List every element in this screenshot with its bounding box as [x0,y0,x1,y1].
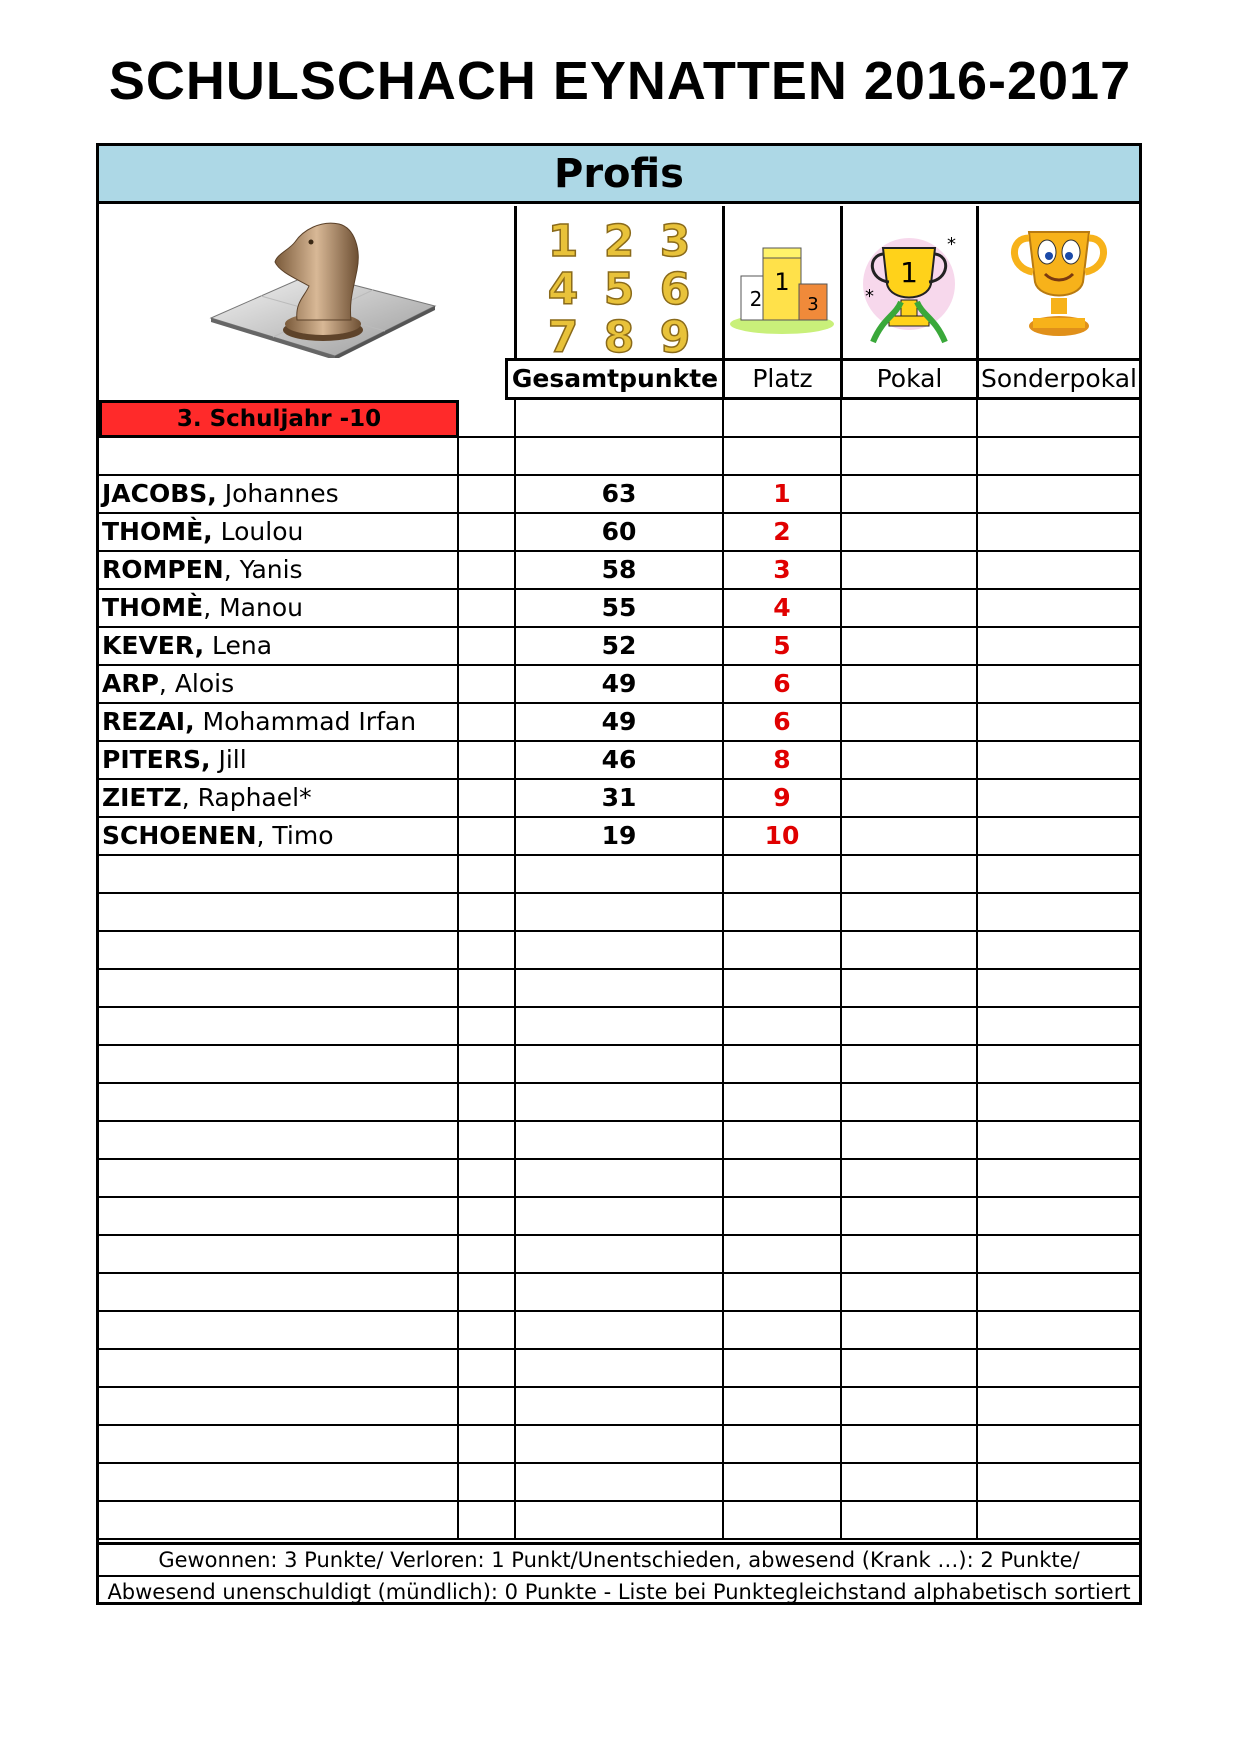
special-cup-cell [978,1236,1139,1272]
spacer-cell [459,1350,516,1386]
points-cell [516,1122,724,1158]
empty-row [99,970,1139,1008]
special-cup-cell [978,932,1139,968]
spacer-cell [459,1160,516,1196]
numbers-icon [517,206,722,358]
player-name [99,894,459,930]
player-name [99,590,459,626]
player-firstname: Lena [204,631,273,660]
special-cup-cell [978,742,1139,778]
place-cell [724,1312,842,1348]
svg-text:2: 2 [603,216,635,267]
place-cell [724,1464,842,1500]
empty-row [99,856,1139,894]
player-firstname: , Manou [203,593,303,622]
spacer-cell [459,628,516,664]
cup-cell [842,1008,978,1044]
player-name [99,742,459,778]
table-row [99,780,1139,818]
category-banner: Profis [99,146,1139,204]
spacer-cell [459,438,516,474]
special-cup-cell [978,780,1139,816]
special-cup-cell [978,1274,1139,1310]
empty-row [99,1084,1139,1122]
player-surname: PITERS, [102,745,211,774]
table-row [99,742,1139,780]
smiling-trophy-icon [979,206,1139,358]
winner-cup-icon [843,206,976,358]
place-cell [724,1350,842,1386]
cup-cell [842,1312,978,1348]
cup-cell [842,1236,978,1272]
cup-cell [842,780,978,816]
empty-row [99,1388,1139,1426]
place-cell [724,1008,842,1044]
spacer-cell [459,1122,516,1158]
special-cup-cell [978,438,1139,474]
empty-row [99,1122,1139,1160]
podium-icon [725,206,840,358]
cup-cell [842,1350,978,1386]
empty-row [99,1426,1139,1464]
spacer-cell [459,666,516,702]
svg-text:4: 4 [547,264,579,315]
empty-row [99,1008,1139,1046]
table-row [99,818,1139,856]
points-cell [516,1198,724,1234]
points-cell: 52 [516,628,724,664]
points-cell: 49 [516,704,724,740]
spacer-cell [459,1426,516,1462]
points-cell [516,1160,724,1196]
place-cell: 9 [724,780,842,816]
logo-cell [99,206,517,358]
spacer-cell [459,1046,516,1082]
points-cell [516,1046,724,1082]
svg-text:9: 9 [659,312,691,358]
footer-note [99,1542,1139,1602]
player-firstname: Johannes [216,479,339,508]
table-row [99,704,1139,742]
special-cup-cell [978,1046,1139,1082]
points-cell [516,1350,724,1386]
cup-cell [842,590,978,626]
player-firstname: , Alois [158,669,235,698]
cup-cell [842,438,978,474]
player-name [99,514,459,550]
place-cell [724,438,842,474]
svg-text:3: 3 [807,294,819,315]
player-name [99,970,459,1006]
empty-row [99,1160,1139,1198]
results-table [99,400,1139,1540]
spacer-cell [459,1198,516,1234]
svg-text:2: 2 [749,287,763,311]
cup-cell [842,1464,978,1500]
player-surname: REZAI, [102,707,195,736]
spacer-cell [459,742,516,778]
cup-cell [842,1388,978,1424]
cup-cell [842,970,978,1006]
spacer-cell [459,780,516,816]
special-cup-cell [978,856,1139,892]
points-cell [516,1008,724,1044]
svg-text:3: 3 [659,216,691,267]
spacer-cell [459,932,516,968]
special-cup-cell [978,1312,1139,1348]
col-header-points: Gesamtpunkte [505,358,725,400]
player-firstname: , Yanis [223,555,303,584]
svg-text:*: * [947,234,956,255]
player-firstname: Jill [210,745,247,774]
player-firstname: Mohammad Irfan [194,707,417,736]
table-row [99,590,1139,628]
empty-row [99,932,1139,970]
cup-cell [842,704,978,740]
spacer-cell [459,1236,516,1272]
player-name [99,1084,459,1120]
empty-row [99,1502,1139,1540]
points-cell [516,1274,724,1310]
col-header-special-cup: Sonderpokal [979,358,1139,400]
player-surname: ARP [102,669,159,698]
points-cell [516,1426,724,1462]
player-name [99,1274,459,1310]
points-cell: 55 [516,590,724,626]
special-cup-cell [978,400,1139,436]
cup-cell [842,1046,978,1082]
place-cell [724,1122,842,1158]
points-cell: 19 [516,818,724,854]
place-cell [724,1198,842,1234]
special-cup-cell [978,1350,1139,1386]
points-cell: 31 [516,780,724,816]
player-surname: ROMPEN [102,555,224,584]
spacer-cell [459,1312,516,1348]
player-firstname: , Timo [256,821,334,850]
points-cell [516,932,724,968]
player-name [99,1464,459,1500]
cup-cell [842,1084,978,1120]
player-name [99,1388,459,1424]
cup-cell [842,1198,978,1234]
special-cup-cell [978,894,1139,930]
points-image-cell [517,206,725,358]
player-firstname: , Raphael* [181,783,312,812]
special-cup-cell [978,1464,1139,1500]
chess-knight-icon [99,206,517,358]
cup-cell [842,818,978,854]
points-cell [516,1464,724,1500]
special-cup-cell [978,1388,1139,1424]
points-cell: 60 [516,514,724,550]
svg-text:*: * [865,286,874,307]
points-cell: 46 [516,742,724,778]
cup-cell [842,400,978,436]
points-cell [516,400,724,436]
spacer-cell [459,1008,516,1044]
cup-cell [842,552,978,588]
player-name [99,628,459,664]
cup-cell [842,476,978,512]
points-cell [516,970,724,1006]
place-cell: 1 [724,476,842,512]
place-cell [724,1160,842,1196]
player-name [99,1502,459,1538]
points-cell [516,894,724,930]
empty-row [99,1464,1139,1502]
cup-image-cell [843,206,979,358]
svg-text:6: 6 [659,264,691,315]
points-cell [516,1084,724,1120]
special-cup-cell [978,514,1139,550]
player-name [99,1350,459,1386]
place-cell [724,970,842,1006]
cup-cell [842,628,978,664]
place-cell [724,1426,842,1462]
special-cup-cell [978,1426,1139,1462]
player-name [99,552,459,588]
empty-row [99,1312,1139,1350]
page-title: SCHULSCHACH EYNATTEN 2016-2017 [108,51,1132,111]
spacer-cell [459,856,516,892]
svg-text:5: 5 [603,264,635,315]
special-cup-cell [978,552,1139,588]
points-cell [516,1236,724,1272]
spacer-cell [459,704,516,740]
empty-row [99,1274,1139,1312]
cup-cell [842,1274,978,1310]
place-cell: 3 [724,552,842,588]
place-cell [724,1274,842,1310]
table-row [99,628,1139,666]
spacer-cell [459,1388,516,1424]
player-name [99,1160,459,1196]
cup-cell [842,1502,978,1538]
player-surname: THOMÈ [102,593,204,622]
cup-cell [842,856,978,892]
spacer-cell [459,476,516,512]
spacer-cell [459,894,516,930]
player-name [99,438,459,474]
player-name [99,856,459,892]
points-cell [516,1502,724,1538]
special-cup-cell [978,818,1139,854]
special-cup-image-cell [979,206,1139,358]
points-cell [516,856,724,892]
table-row [99,476,1139,514]
svg-text:7: 7 [547,312,579,358]
special-cup-cell [978,666,1139,702]
spacer-cell [459,970,516,1006]
points-cell [516,1312,724,1348]
place-cell [724,856,842,892]
player-name [99,1312,459,1348]
spacer-cell [459,1274,516,1310]
player-surname: ZIETZ [102,783,182,812]
empty-row [99,1198,1139,1236]
svg-text:1: 1 [774,268,790,296]
special-cup-cell [978,1008,1139,1044]
place-cell: 5 [724,628,842,664]
spacer-cell [459,1502,516,1538]
place-cell: 2 [724,514,842,550]
empty-row [99,1046,1139,1084]
special-cup-cell [978,1122,1139,1158]
col-header-cup: Pokal [843,358,979,400]
footer-line-1: Gewonnen: 3 Punkte/ Verloren: 1 Punkt/Unentschieden, abwesend (Krank …): 2 Punkte/ [99,1545,1139,1577]
special-cup-cell [978,970,1139,1006]
player-name [99,1426,459,1462]
place-cell: 6 [724,704,842,740]
special-cup-cell [978,628,1139,664]
place-cell: 10 [724,818,842,854]
player-name [99,1198,459,1234]
player-name [99,476,459,512]
player-name [99,704,459,740]
player-name [99,1122,459,1158]
svg-text:1: 1 [547,216,579,267]
footer-line-2: Abwesend unenschuldigt (mündlich): 0 Punkte - Liste bei Punktegleichstand alphabetisch sortiert [107,1580,1131,1604]
spacer-cell [459,1464,516,1500]
svg-text:1: 1 [900,256,918,289]
player-name [99,1236,459,1272]
empty-row [99,1236,1139,1274]
special-cup-cell [978,1160,1139,1196]
place-cell: 4 [724,590,842,626]
special-cup-cell [978,1084,1139,1120]
player-name [99,1046,459,1082]
place-cell [724,1236,842,1272]
points-cell [516,438,724,474]
player-firstname: Loulou [212,517,304,546]
cup-cell [842,666,978,702]
class-label: 3. Schuljahr -10 [99,400,459,438]
special-cup-cell [978,704,1139,740]
points-cell: 58 [516,552,724,588]
player-surname: JACOBS, [102,479,217,508]
spacer-cell [459,1084,516,1120]
points-cell: 63 [516,476,724,512]
player-name [99,932,459,968]
special-cup-cell [978,476,1139,512]
spacer-cell [459,400,516,436]
col-header-place: Platz [725,358,843,400]
table-row [99,552,1139,590]
cup-cell [842,894,978,930]
cup-cell [842,1426,978,1462]
cup-cell [842,514,978,550]
place-cell [724,932,842,968]
cup-cell [842,742,978,778]
table-row [99,514,1139,552]
points-cell: 49 [516,666,724,702]
empty-row [99,894,1139,932]
place-cell [724,1502,842,1538]
svg-text:8: 8 [603,312,635,358]
empty-row [99,1350,1139,1388]
table-row [99,666,1139,704]
spacer-cell [459,818,516,854]
spacer-cell [459,552,516,588]
place-cell [724,894,842,930]
player-name [99,818,459,854]
place-cell: 8 [724,742,842,778]
player-surname: THOMÈ, [102,517,213,546]
special-cup-cell [978,1502,1139,1538]
empty-row [99,438,1139,476]
player-name [99,780,459,816]
cup-cell [842,932,978,968]
special-cup-cell [978,1198,1139,1234]
cup-cell [842,1122,978,1158]
place-cell [724,400,842,436]
place-cell [724,1046,842,1082]
player-surname: SCHOENEN [102,821,257,850]
spacer-cell [459,514,516,550]
cup-cell [842,1160,978,1196]
place-image-cell [725,206,843,358]
place-cell [724,1388,842,1424]
player-surname: KEVER, [102,631,205,660]
points-cell [516,1388,724,1424]
special-cup-cell [978,590,1139,626]
place-cell: 6 [724,666,842,702]
spacer-cell [459,590,516,626]
player-name [99,666,459,702]
player-name [99,1008,459,1044]
place-cell [724,1084,842,1120]
